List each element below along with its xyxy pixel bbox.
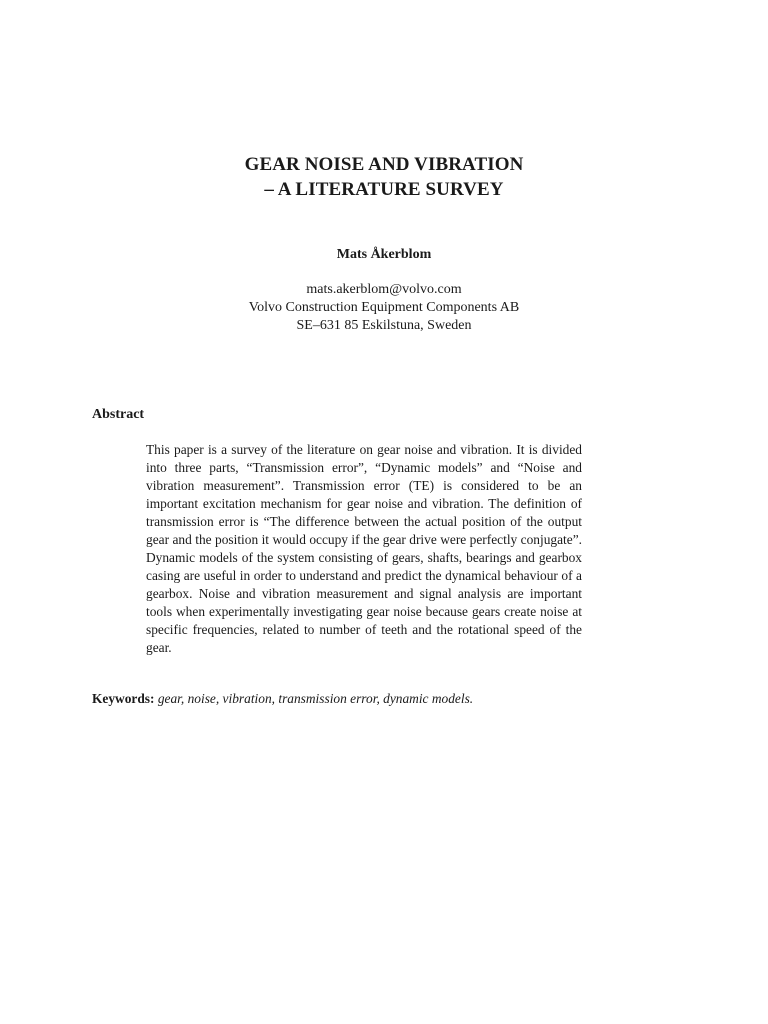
author-name: Mats Åkerblom <box>336 247 432 262</box>
paper-title <box>0 152 768 202</box>
abstract-heading: Abstract <box>92 407 145 422</box>
keywords-label: Keywords: <box>92 691 155 706</box>
author-organization: Volvo Construction Equipment Components AB <box>248 300 520 315</box>
title-line-1: GEAR NOISE AND VIBRATION <box>244 154 524 175</box>
author-email: mats.akerblom@volvo.com <box>306 282 462 297</box>
abstract-text: This paper is a survey of the literature on gear noise and vibration. It is divided into three parts, “Transmission error”, “Dynamic models” and “Noise and vibration measurement”. Transmission error (TE) is considered to be an important excitation mechanism for gear noise and vibration. The definition of transmission error is “The difference between the actual position of the output gear and the position it would occupy if the gear drive were perfectly conjugate”. Dynamic models of the system consisting of gears, shafts, bearings and gearbox casing are useful in order to understand and predict the dynamical behaviour of a gearbox. Noise and vibration measurement and signal analysis are important tools when experimentally investigating gear noise because gears create noise at specific frequencies, related to number of teeth and the rotational speed of the gear. <box>146 442 582 655</box>
author-address: SE–631 85 Eskilstuna, Sweden <box>296 318 472 333</box>
keywords <box>92 690 592 708</box>
keywords-list: gear, noise, vibration, transmission error, dynamic models. <box>157 691 474 706</box>
title-line-2: – A LITERATURE SURVEY <box>264 179 504 200</box>
author-affiliation <box>0 281 768 335</box>
